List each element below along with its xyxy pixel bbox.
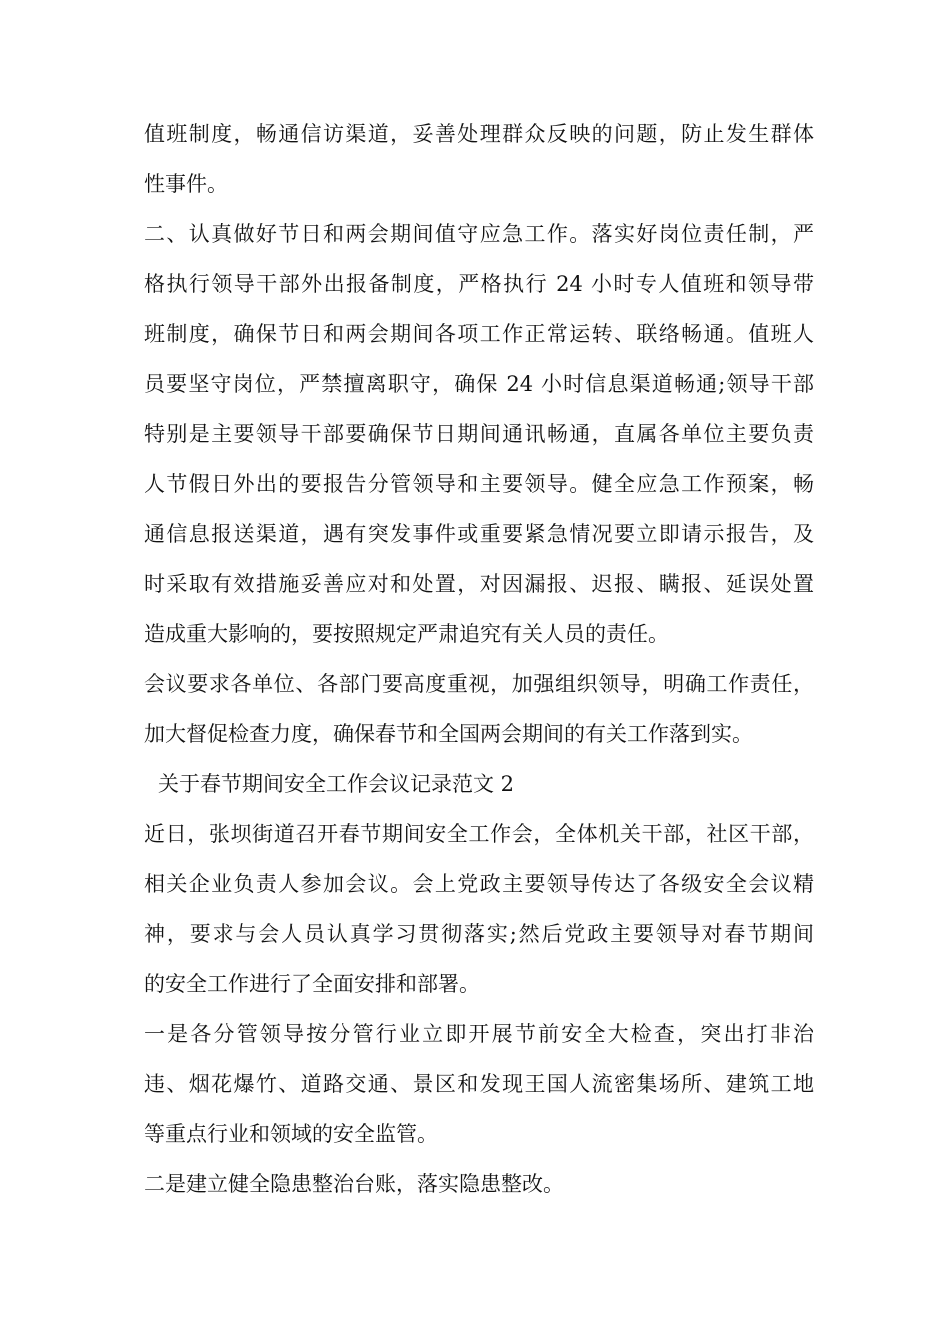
- text-line: 性事件。: [144, 172, 228, 196]
- text-line: 时采取有效措施妥善应对和处置，对因漏报、迟报、瞒报、延误处置: [144, 572, 814, 596]
- text-line: 违、烟花爆竹、道路交通、景区和发现王国人流密集场所、建筑工地: [144, 1072, 814, 1096]
- text-line: 加大督促检查力度，确保春节和全国两会期间的有关工作落到实。: [144, 722, 753, 746]
- text-line: 二是建立健全隐患整治台账，落实隐患整改。: [144, 1172, 564, 1196]
- text-line: 一是各分管领导按分管行业立即开展节前安全大检查，突出打非治: [144, 1022, 814, 1046]
- text-line: 二、认真做好节日和两会期间值守应急工作。落实好岗位责任制，严: [144, 222, 814, 246]
- text-line: 的安全工作进行了全面安排和部署。: [144, 972, 480, 996]
- text-line: 等重点行业和领域的安全监管。: [144, 1122, 438, 1146]
- text-line: 会议要求各单位、各部门要高度重视，加强组织领导，明确工作责任，: [144, 672, 814, 696]
- text-line: 员要坚守岗位，严禁擅离职守，确保 24 小时信息渠道畅通;领导干部: [144, 372, 814, 396]
- text-line: 人节假日外出的要报告分管领导和主要领导。健全应急工作预案，畅: [144, 472, 814, 496]
- section-heading: 关于春节期间安全工作会议记录范文 2: [158, 772, 515, 796]
- text-line: 值班制度，畅通信访渠道，妥善处理群众反映的问题，防止发生群体: [144, 122, 814, 146]
- text-line: 通信息报送渠道，遇有突发事件或重要紧急情况要立即请示报告，及: [144, 522, 814, 546]
- text-line: 造成重大影响的，要按照规定严肃追究有关人员的责任。: [144, 622, 669, 646]
- text-line: 特别是主要领导干部要确保节日期间通讯畅通，直属各单位主要负责: [144, 422, 814, 446]
- text-line: 格执行领导干部外出报备制度，严格执行 24 小时专人值班和领导带: [144, 272, 814, 296]
- text-line: 神，要求与会人员认真学习贯彻落实;然后党政主要领导对春节期间: [144, 922, 814, 946]
- text-line: 班制度，确保节日和两会期间各项工作正常运转、联络畅通。值班人: [144, 322, 814, 346]
- text-line: 近日，张坝街道召开春节期间安全工作会，全体机关干部，社区干部，: [144, 822, 814, 846]
- text-line: 相关企业负责人参加会议。会上党政主要领导传达了各级安全会议精: [144, 872, 814, 896]
